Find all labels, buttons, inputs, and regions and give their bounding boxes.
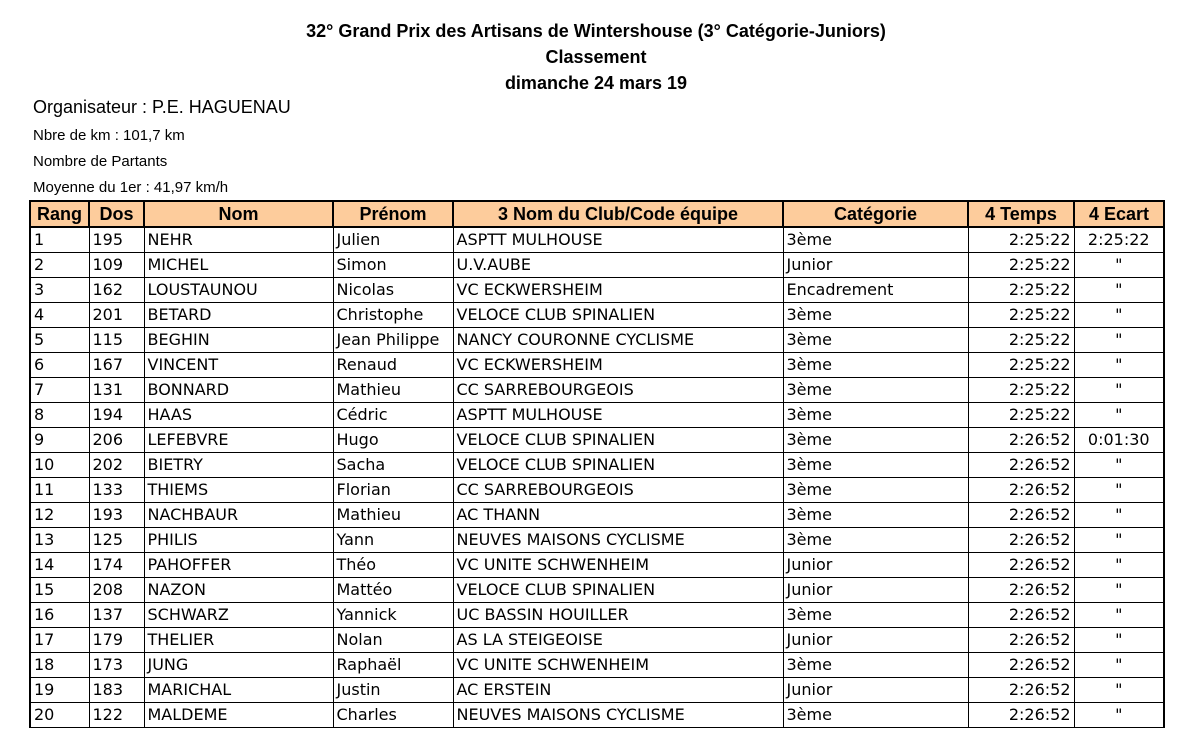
table-row bbox=[30, 603, 1164, 628]
cell-prenom: Julien bbox=[333, 227, 453, 253]
cell-temps: 2:26:52 bbox=[968, 703, 1074, 728]
cell-categorie: 3ème bbox=[783, 428, 968, 453]
table-row bbox=[30, 278, 1164, 303]
cell-temps: 2:25:22 bbox=[968, 353, 1074, 378]
cell-rang: 8 bbox=[30, 403, 89, 428]
cell-temps: 2:25:22 bbox=[968, 227, 1074, 253]
cell-club: NANCY COURONNE CYCLISME bbox=[453, 328, 783, 353]
cell-ecart: " bbox=[1074, 578, 1164, 603]
cell-dos: 162 bbox=[89, 278, 144, 303]
cell-dos: 167 bbox=[89, 353, 144, 378]
table-row bbox=[30, 503, 1164, 528]
cell-temps: 2:26:52 bbox=[968, 678, 1074, 703]
cell-dos: 201 bbox=[89, 303, 144, 328]
cell-rang: 4 bbox=[30, 303, 89, 328]
cell-rang: 20 bbox=[30, 703, 89, 728]
cell-ecart: " bbox=[1074, 678, 1164, 703]
cell-dos: 115 bbox=[89, 328, 144, 353]
cell-temps: 2:25:22 bbox=[968, 403, 1074, 428]
cell-nom: PAHOFFER bbox=[144, 553, 333, 578]
cell-ecart: " bbox=[1074, 603, 1164, 628]
table-row bbox=[30, 378, 1164, 403]
race-date: dimanche 24 mars 19 bbox=[504, 73, 688, 93]
cell-nom: VINCENT bbox=[144, 353, 333, 378]
cell-prenom: Charles bbox=[333, 703, 453, 728]
cell-ecart: " bbox=[1074, 253, 1164, 278]
table-row bbox=[30, 403, 1164, 428]
cell-nom: SCHWARZ bbox=[144, 603, 333, 628]
cell-dos: 173 bbox=[89, 653, 144, 678]
cell-temps: 2:25:22 bbox=[968, 278, 1074, 303]
cell-nom: NEHR bbox=[144, 227, 333, 253]
cell-dos: 183 bbox=[89, 678, 144, 703]
cell-categorie: 3ème bbox=[783, 353, 968, 378]
column-header-temps: 4 Temps bbox=[968, 201, 1074, 227]
cell-dos: 174 bbox=[89, 553, 144, 578]
cell-categorie: Junior bbox=[783, 628, 968, 653]
cell-categorie: 3ème bbox=[783, 227, 968, 253]
cell-nom: PHILIS bbox=[144, 528, 333, 553]
cell-dos: 193 bbox=[89, 503, 144, 528]
cell-club: NEUVES MAISONS CYCLISME bbox=[453, 528, 783, 553]
cell-ecart: " bbox=[1074, 328, 1164, 353]
table-row bbox=[30, 253, 1164, 278]
table-row bbox=[30, 428, 1164, 453]
table-row bbox=[30, 328, 1164, 353]
cell-prenom: Simon bbox=[333, 253, 453, 278]
cell-club: VELOCE CLUB SPINALIEN bbox=[453, 453, 783, 478]
document-header bbox=[0, 18, 1192, 96]
cell-dos: 206 bbox=[89, 428, 144, 453]
cell-temps: 2:26:52 bbox=[968, 503, 1074, 528]
cell-rang: 3 bbox=[30, 278, 89, 303]
cell-dos: 202 bbox=[89, 453, 144, 478]
starters-line: Nombre de Partants bbox=[33, 153, 168, 170]
cell-dos: 131 bbox=[89, 378, 144, 403]
cell-ecart: " bbox=[1074, 628, 1164, 653]
cell-nom: NACHBAUR bbox=[144, 503, 333, 528]
cell-ecart: " bbox=[1074, 303, 1164, 328]
cell-categorie: Junior bbox=[783, 678, 968, 703]
cell-dos: 133 bbox=[89, 478, 144, 503]
cell-prenom: Cédric bbox=[333, 403, 453, 428]
cell-categorie: 3ème bbox=[783, 503, 968, 528]
cell-ecart: 0:01:30 bbox=[1074, 428, 1164, 453]
cell-club: VC ECKWERSHEIM bbox=[453, 278, 783, 303]
average-speed-line: Moyenne du 1er : 41,97 km/h bbox=[33, 179, 229, 196]
cell-rang: 11 bbox=[30, 478, 89, 503]
column-header-categorie: Catégorie bbox=[783, 201, 968, 227]
organizer-line: Organisateur : P.E. HAGUENAU bbox=[33, 97, 291, 117]
cell-club: VC UNITE SCHWENHEIM bbox=[453, 553, 783, 578]
cell-dos: 125 bbox=[89, 528, 144, 553]
cell-club: ASPTT MULHOUSE bbox=[453, 227, 783, 253]
cell-ecart: 2:25:22 bbox=[1074, 227, 1164, 253]
cell-club: NEUVES MAISONS CYCLISME bbox=[453, 703, 783, 728]
results-table bbox=[29, 200, 1165, 728]
cell-prenom: Yann bbox=[333, 528, 453, 553]
cell-temps: 2:26:52 bbox=[968, 428, 1074, 453]
column-header-prenom: Prénom bbox=[333, 201, 453, 227]
cell-rang: 18 bbox=[30, 653, 89, 678]
cell-categorie: Junior bbox=[783, 253, 968, 278]
cell-dos: 195 bbox=[89, 227, 144, 253]
cell-categorie: 3ème bbox=[783, 703, 968, 728]
cell-prenom: Raphaël bbox=[333, 653, 453, 678]
cell-prenom: Sacha bbox=[333, 453, 453, 478]
cell-temps: 2:25:22 bbox=[968, 378, 1074, 403]
cell-ecart: " bbox=[1074, 378, 1164, 403]
cell-rang: 17 bbox=[30, 628, 89, 653]
cell-dos: 179 bbox=[89, 628, 144, 653]
cell-prenom: Christophe bbox=[333, 303, 453, 328]
cell-rang: 2 bbox=[30, 253, 89, 278]
cell-categorie: Junior bbox=[783, 578, 968, 603]
cell-dos: 208 bbox=[89, 578, 144, 603]
cell-rang: 14 bbox=[30, 553, 89, 578]
cell-nom: BEGHIN bbox=[144, 328, 333, 353]
cell-prenom: Jean Philippe bbox=[333, 328, 453, 353]
cell-rang: 19 bbox=[30, 678, 89, 703]
table-row bbox=[30, 528, 1164, 553]
cell-categorie: 3ème bbox=[783, 603, 968, 628]
cell-categorie: Junior bbox=[783, 553, 968, 578]
distance-line: Nbre de km : 101,7 km bbox=[33, 127, 185, 144]
cell-ecart: " bbox=[1074, 478, 1164, 503]
table-row bbox=[30, 453, 1164, 478]
cell-ecart: " bbox=[1074, 703, 1164, 728]
cell-prenom: Mathieu bbox=[333, 503, 453, 528]
table-row bbox=[30, 553, 1164, 578]
cell-club: AC ERSTEIN bbox=[453, 678, 783, 703]
column-header-rang: Rang bbox=[30, 201, 89, 227]
cell-categorie: 3ème bbox=[783, 328, 968, 353]
cell-categorie: 3ème bbox=[783, 528, 968, 553]
cell-temps: 2:26:52 bbox=[968, 653, 1074, 678]
table-header-row bbox=[30, 201, 1164, 227]
cell-dos: 194 bbox=[89, 403, 144, 428]
cell-rang: 5 bbox=[30, 328, 89, 353]
cell-nom: MARICHAL bbox=[144, 678, 333, 703]
cell-nom: BIETRY bbox=[144, 453, 333, 478]
cell-categorie: 3ème bbox=[783, 403, 968, 428]
table-row bbox=[30, 678, 1164, 703]
cell-nom: HAAS bbox=[144, 403, 333, 428]
cell-ecart: " bbox=[1074, 453, 1164, 478]
cell-club: CC SARREBOURGEOIS bbox=[453, 378, 783, 403]
column-header-dos: Dos bbox=[89, 201, 144, 227]
cell-nom: NAZON bbox=[144, 578, 333, 603]
cell-club: VC UNITE SCHWENHEIM bbox=[453, 653, 783, 678]
cell-club: UC BASSIN HOUILLER bbox=[453, 603, 783, 628]
cell-temps: 2:26:52 bbox=[968, 578, 1074, 603]
cell-ecart: " bbox=[1074, 278, 1164, 303]
column-header-club: 3 Nom du Club/Code équipe bbox=[453, 201, 783, 227]
cell-temps: 2:25:22 bbox=[968, 253, 1074, 278]
cell-nom: MICHEL bbox=[144, 253, 333, 278]
table-row bbox=[30, 578, 1164, 603]
cell-ecart: " bbox=[1074, 503, 1164, 528]
cell-temps: 2:26:52 bbox=[968, 628, 1074, 653]
cell-prenom: Florian bbox=[333, 478, 453, 503]
cell-club: VELOCE CLUB SPINALIEN bbox=[453, 428, 783, 453]
cell-prenom: Théo bbox=[333, 553, 453, 578]
cell-categorie: 3ème bbox=[783, 453, 968, 478]
cell-prenom: Nolan bbox=[333, 628, 453, 653]
ranking-heading: Classement bbox=[545, 47, 647, 67]
table-row bbox=[30, 303, 1164, 328]
cell-club: AC THANN bbox=[453, 503, 783, 528]
cell-temps: 2:26:52 bbox=[968, 553, 1074, 578]
cell-ecart: " bbox=[1074, 403, 1164, 428]
cell-temps: 2:26:52 bbox=[968, 528, 1074, 553]
cell-prenom: Yannick bbox=[333, 603, 453, 628]
cell-rang: 13 bbox=[30, 528, 89, 553]
column-header-nom: Nom bbox=[144, 201, 333, 227]
cell-nom: JUNG bbox=[144, 653, 333, 678]
table-row bbox=[30, 353, 1164, 378]
cell-prenom: Mattéo bbox=[333, 578, 453, 603]
cell-nom: LOUSTAUNOU bbox=[144, 278, 333, 303]
cell-prenom: Hugo bbox=[333, 428, 453, 453]
cell-dos: 109 bbox=[89, 253, 144, 278]
cell-categorie: 3ème bbox=[783, 653, 968, 678]
cell-club: VELOCE CLUB SPINALIEN bbox=[453, 578, 783, 603]
cell-temps: 2:25:22 bbox=[968, 328, 1074, 353]
table-row bbox=[30, 653, 1164, 678]
cell-prenom: Nicolas bbox=[333, 278, 453, 303]
cell-categorie: 3ème bbox=[783, 303, 968, 328]
table-row bbox=[30, 703, 1164, 728]
cell-rang: 15 bbox=[30, 578, 89, 603]
cell-nom: BETARD bbox=[144, 303, 333, 328]
cell-nom: MALDEME bbox=[144, 703, 333, 728]
cell-club: AS LA STEIGEOISE bbox=[453, 628, 783, 653]
cell-rang: 10 bbox=[30, 453, 89, 478]
cell-ecart: " bbox=[1074, 528, 1164, 553]
cell-club: ASPTT MULHOUSE bbox=[453, 403, 783, 428]
cell-temps: 2:26:52 bbox=[968, 603, 1074, 628]
cell-prenom: Mathieu bbox=[333, 378, 453, 403]
cell-club: VC ECKWERSHEIM bbox=[453, 353, 783, 378]
cell-club: U.V.AUBE bbox=[453, 253, 783, 278]
table-row bbox=[30, 227, 1164, 253]
cell-rang: 12 bbox=[30, 503, 89, 528]
cell-categorie: Encadrement bbox=[783, 278, 968, 303]
cell-prenom: Justin bbox=[333, 678, 453, 703]
cell-temps: 2:26:52 bbox=[968, 478, 1074, 503]
table-row bbox=[30, 478, 1164, 503]
race-title: 32° Grand Prix des Artisans de Wintershouse (3° Catégorie-Juniors) bbox=[306, 21, 886, 41]
cell-categorie: 3ème bbox=[783, 478, 968, 503]
column-header-ecart: 4 Ecart bbox=[1074, 201, 1164, 227]
cell-rang: 16 bbox=[30, 603, 89, 628]
cell-rang: 7 bbox=[30, 378, 89, 403]
cell-temps: 2:26:52 bbox=[968, 453, 1074, 478]
cell-temps: 2:25:22 bbox=[968, 303, 1074, 328]
cell-categorie: 3ème bbox=[783, 378, 968, 403]
cell-ecart: " bbox=[1074, 653, 1164, 678]
cell-nom: BONNARD bbox=[144, 378, 333, 403]
cell-club: CC SARREBOURGEOIS bbox=[453, 478, 783, 503]
cell-prenom: Renaud bbox=[333, 353, 453, 378]
cell-club: VELOCE CLUB SPINALIEN bbox=[453, 303, 783, 328]
cell-rang: 6 bbox=[30, 353, 89, 378]
cell-dos: 122 bbox=[89, 703, 144, 728]
cell-rang: 1 bbox=[30, 227, 89, 253]
cell-nom: LEFEBVRE bbox=[144, 428, 333, 453]
cell-ecart: " bbox=[1074, 353, 1164, 378]
results-body bbox=[30, 227, 1164, 728]
cell-ecart: " bbox=[1074, 553, 1164, 578]
table-row bbox=[30, 628, 1164, 653]
cell-nom: THELIER bbox=[144, 628, 333, 653]
cell-rang: 9 bbox=[30, 428, 89, 453]
cell-nom: THIEMS bbox=[144, 478, 333, 503]
cell-dos: 137 bbox=[89, 603, 144, 628]
